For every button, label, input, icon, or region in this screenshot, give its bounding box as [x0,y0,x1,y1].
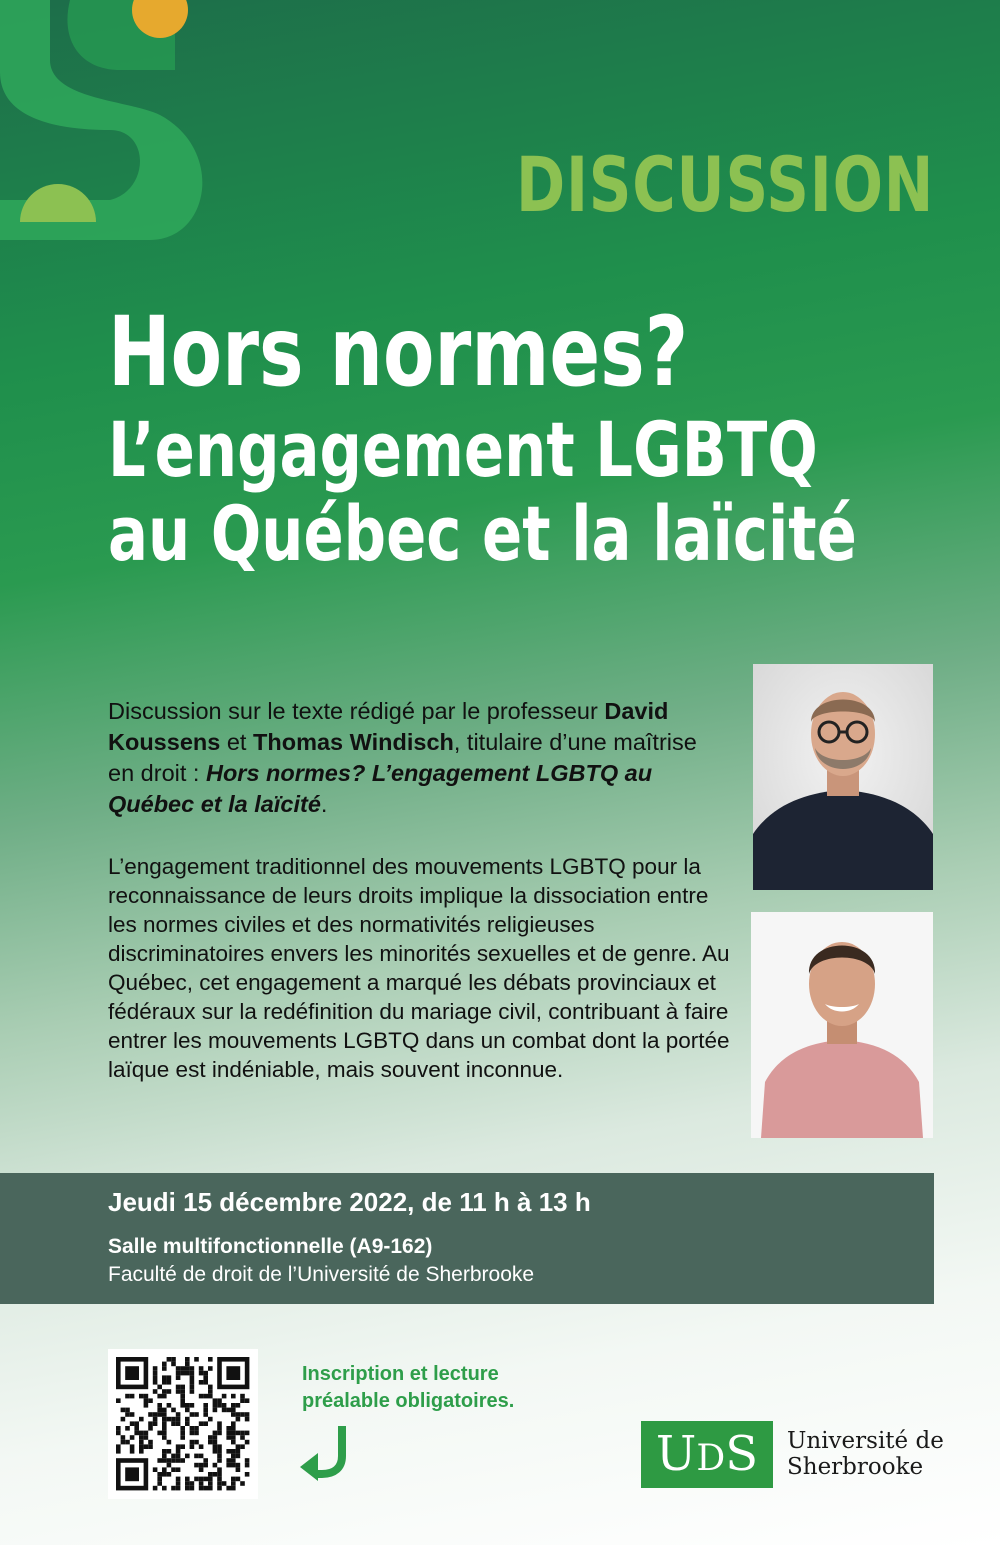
event-room: Salle multifonctionnelle (A9-162) [108,1235,433,1258]
logo-letter-u: U [655,1426,697,1482]
event-info-band [0,1173,934,1304]
event-type-kicker: DISCUSSION [515,140,934,229]
title-line-2: L’engagement LGBTQ [108,405,818,494]
registration-line-1: Inscription et lecture [302,1363,499,1385]
intro-text-3: , titulaire d’une maîtrise en droit : [108,729,697,786]
logo-letter-d: D [696,1438,726,1479]
work-title: Hors normes? L’engagement LGBTQ au Québec et la laïcité [108,760,653,817]
registration-qr-code[interactable] [108,1349,258,1499]
return-arrow-icon [298,1424,356,1482]
university-name-line-1: Université de [787,1428,944,1454]
registration-note [302,1361,602,1415]
uds-logo-mark [641,1421,773,1488]
intro-paragraph [108,696,728,820]
university-logo [641,1421,944,1489]
portrait-photo-1 [753,664,933,890]
university-name-line-2: Sherbrooke [787,1454,924,1480]
intro-text-1: Discussion sur le texte rédigé par le professeur [108,698,598,724]
title-line-1: Hors normes? [108,296,689,408]
event-faculty: Faculté de droit de l’Université de Sherbrooke [108,1263,535,1286]
intro-text-2: et [226,729,247,755]
registration-line-2: préalable obligatoires. [302,1390,515,1412]
logo-letter-s: S [725,1426,759,1482]
poster-title [108,296,857,578]
author-2-name: Thomas Windisch [253,729,454,755]
event-date: Jeudi 15 décembre 2022, de 11 h à 13 h [108,1187,591,1217]
description-paragraph: L’engagement traditionnel des mouvements LGBTQ pour la reconnaissance de leurs droits implique la dissociation entre les normes civiles et des normativités religieuses discriminatoires envers les minorités sexuelles et de genre. Au Québec, cet engagement a marqué les débats provinciaux et fédéraux sur la redéfinition du mariage civil, contribuant à faire entrer les mouvements LGBTQ dans un combat dont la portée laïque est indéniable, mais souvent inconnue. [108,854,730,1082]
university-name [787,1428,944,1480]
title-line-3: au Québec et la laïcité [108,489,857,578]
author-1-name: David Koussens [108,698,669,755]
portrait-photo-2 [751,912,933,1138]
intro-text-4: . [320,791,328,817]
decorative-logo-shapes [0,0,240,240]
